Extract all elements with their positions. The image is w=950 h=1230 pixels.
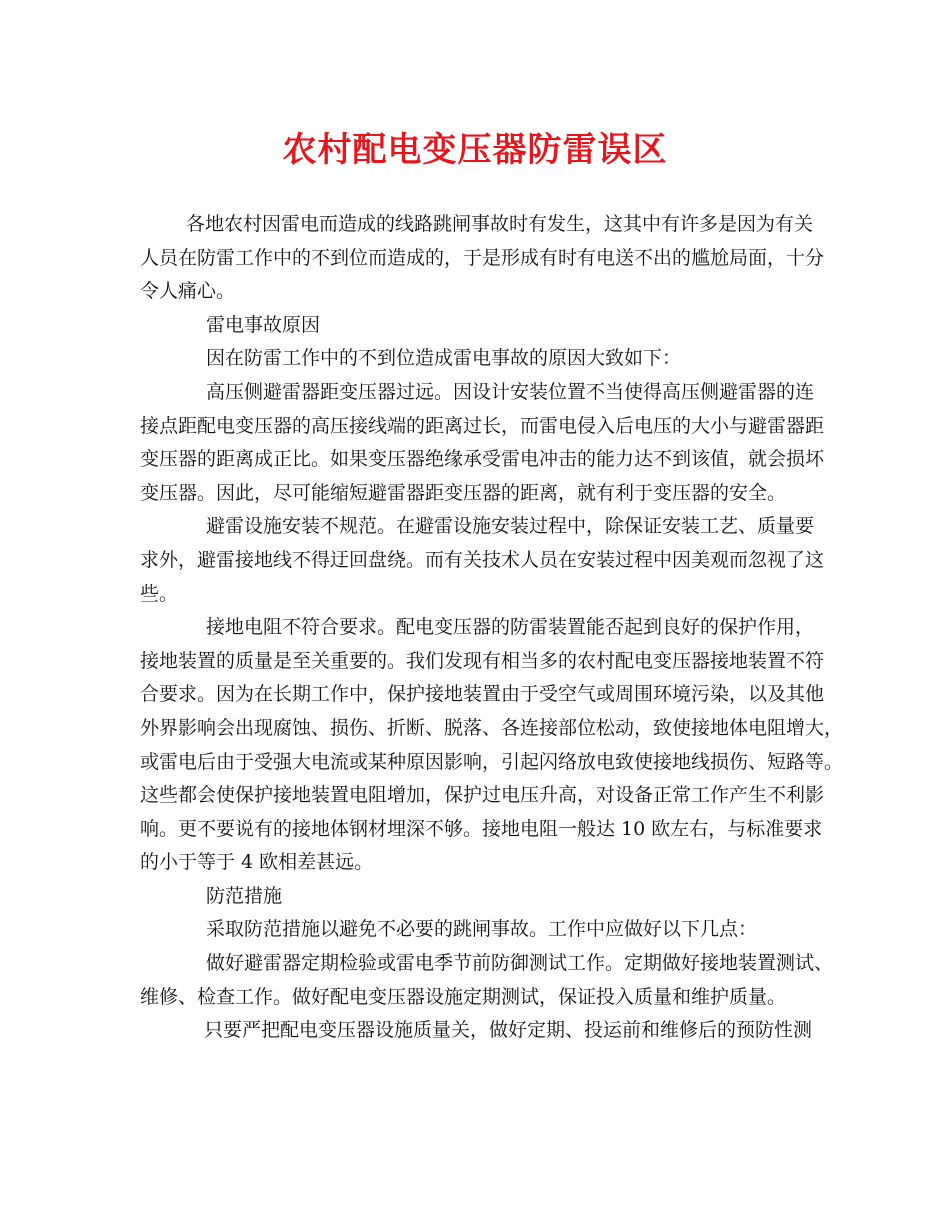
document-body [140, 208, 844, 1048]
paragraph-line: 接地装置的质量是至关重要的。我们发现有相当多的农村配电变压器接地装置不符 [140, 649, 825, 672]
paragraph-line: 人员在防雷工作中的不到位而造成的，于是形成有时有电送不出的尴尬局面，十分 [140, 246, 825, 269]
paragraph-line: 只要严把配电变压器设施质量关，做好定期、投运前和维修后的预防性测 [204, 1019, 813, 1042]
paragraph-line: 采取防范措施以避免不必要的跳闸事故。工作中应做好以下几点： [206, 918, 758, 941]
paragraph-line: 外界影响会出现腐蚀、损伤、折断、脱落、各连接部位松动，致使接地体电阻增大， [140, 716, 844, 739]
paragraph-line: 变压器的距离成正比。如果变压器绝缘承受雷电冲击的能力达不到该值，就会损坏 [140, 448, 825, 471]
paragraph-line: 接点距配电变压器的高压接线端的距离过长，而雷电侵入后电压的大小与避雷器距 [140, 414, 825, 437]
paragraph-line: 响。更不要说有的接地体钢材埋深不够。接地电阻一般达 10 欧左右，与标准要求 [140, 817, 823, 840]
paragraph-line: 做好避雷器定期检验或雷电季节前防御测试工作。定期做好接地装置测试、 [206, 952, 834, 975]
paragraph-line: 变压器。因此，尽可能缩短避雷器距变压器的距离，就有利于变压器的安全。 [140, 481, 787, 504]
paragraph-line: 避雷设施安装不规范。在避雷设施安装过程中，除保证安装工艺、质量要 [206, 515, 815, 538]
paragraph-line: 维修、检查工作。做好配电变压器设施定期测试，保证投入质量和维护质量。 [140, 985, 787, 1008]
paragraph-line: 高压侧避雷器距变压器过远。因设计安装位置不当使得高压侧避雷器的连 [206, 380, 815, 403]
paragraph-line: 合要求。因为在长期工作中，保护接地装置由于受空气或周围环境污染，以及其他 [140, 683, 825, 706]
paragraph-line: 些。 [140, 582, 179, 605]
paragraph-line: 令人痛心。 [140, 280, 236, 303]
paragraph-line: 或雷电后由于受强大电流或某种原因影响，引起闪络放电致使接地线损伤、短路等。 [140, 750, 844, 773]
paragraph-line: 这些都会使保护接地装置电阻增加，保护过电压升高，对设备正常工作产生不利影 [140, 784, 825, 807]
paragraph-line: 各地农村因雷电而造成的线路跳闸事故时有发生，这其中有许多是因为有关 [186, 213, 814, 235]
paragraph-line: 的小于等于 4 欧相差甚远。 [140, 851, 374, 874]
document-title: 农村配电变压器防雷误区 [282, 130, 668, 170]
section-heading: 雷电事故原因 [206, 313, 321, 336]
paragraph-line: 因在防雷工作中的不到位造成雷电事故的原因大致如下： [206, 347, 682, 370]
paragraph-line: 接地电阻不符合要求。配电变压器的防雷装置能否起到良好的保护作用， [206, 616, 815, 639]
section-heading: 防范措施 [206, 884, 283, 907]
paragraph-line: 求外，避雷接地线不得迂回盘绕。而有关技术人员在安装过程中因美观而忽视了这 [140, 548, 825, 571]
